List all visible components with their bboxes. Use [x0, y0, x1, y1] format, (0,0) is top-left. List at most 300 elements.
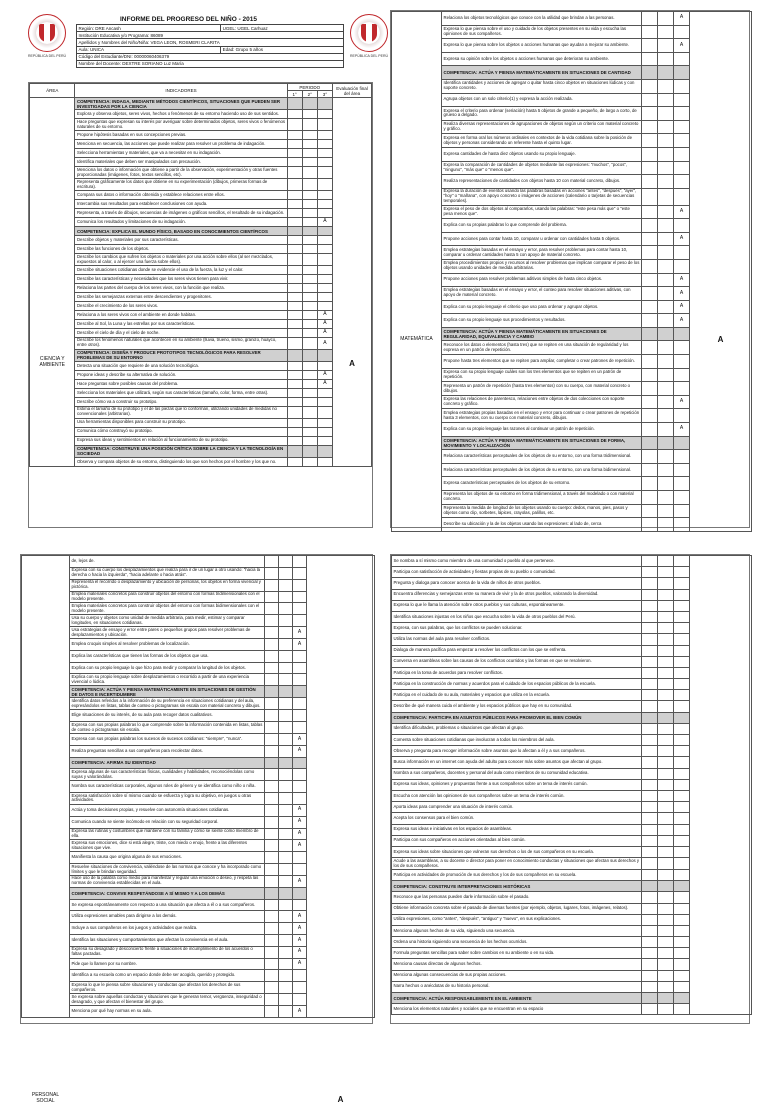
period-v1-value	[642, 556, 658, 567]
period-v1-value	[642, 409, 658, 423]
period-v2-value	[279, 899, 293, 911]
student-code-field: Código del Estudiante/DNI: 00000060406379	[77, 53, 344, 60]
period-cell	[265, 686, 279, 698]
indicator-text: Hace preguntas que expresan su interés por averiguar sobre determinados objetos, seres vivos o fenómenos naturales de su entorno.	[75, 119, 287, 131]
indicator-text: Participa en la toma de acuerdos para resolver conflictos.	[392, 667, 642, 678]
indicator-text: Expresa el criterio para ordenar (seriación) hasta 5 objetos de grande a pequeño, de largo a corto, de grueso a delgado.	[442, 107, 642, 121]
period-cell	[317, 227, 332, 236]
period-v2-value	[302, 406, 317, 418]
competency-title: COMPETENCIA: DISEÑA Y PRODUCE PROTOTIPOS TECNOLÓGICOS PARA RESOLVER PROBLEMAS DE SU ENTORNO	[75, 349, 287, 361]
period-v2-value	[658, 667, 674, 678]
indicator-text: Explica con su propio lenguaje lo que hizo para medir y comparar la longitud de los objetos.	[70, 662, 265, 674]
period-v3-value	[674, 903, 690, 914]
period-v1-value	[642, 355, 658, 369]
period-v1-value	[642, 12, 658, 26]
period-v1-value	[265, 710, 279, 722]
period-cell	[674, 66, 690, 80]
competency-title: COMPETENCIA: ACTÚA RESPONSABLEMENTE EN EL AMBIENTE	[392, 993, 642, 1004]
indicator-text: Dialoga de manera pacífica para empezar a resolver los conflictos con los que se enfrenta.	[392, 645, 642, 656]
period-v3-value	[317, 301, 332, 310]
period-v1-value	[642, 567, 658, 578]
indicator-text: Participa en el cuidado de su aula, materiales y espacios que utiliza en la escuela.	[392, 690, 642, 701]
period-v2-value	[279, 970, 293, 982]
period-v3-value	[674, 679, 690, 690]
indicator-text: Describe al Sol, la Luna y las estrellas por sus características.	[75, 319, 287, 328]
period-v1-value	[287, 310, 302, 319]
period-v3-value: A	[674, 395, 690, 409]
period-v2-value	[279, 710, 293, 722]
indicator-text: Expresa sus ideas e iniciativas en los espacios de asambleas.	[392, 824, 642, 835]
period-v2-value	[658, 869, 674, 880]
period-v1-value	[287, 254, 302, 266]
period-v3-value	[674, 504, 690, 518]
period-v2-value	[279, 650, 293, 662]
period-v1-value	[642, 134, 658, 148]
period-v2-value	[279, 556, 293, 568]
period-v1-value	[287, 274, 302, 283]
period-v3-value	[317, 361, 332, 370]
period-v3-value	[674, 175, 690, 189]
period-v1-value	[287, 457, 302, 466]
period-v1-value	[265, 662, 279, 674]
period-v3-value: A	[674, 12, 690, 26]
indicator-text: Participa con sus compañeros en acciones orientadas al bien común.	[392, 835, 642, 846]
period-v1-value	[265, 816, 279, 828]
period-v3-value	[674, 645, 690, 656]
indicator-row	[30, 158, 372, 167]
indicator-text: Emplea materiales concretos para construir objetos del entorno con formas tridimensionales con el modelo presente.	[70, 591, 265, 603]
indicator-row	[392, 556, 752, 567]
period-v2-value	[658, 161, 674, 175]
period-v1-value	[642, 813, 658, 824]
period-v2-value	[658, 656, 674, 667]
period-v2-value	[658, 757, 674, 768]
period-v2-value	[658, 925, 674, 936]
period-v1-value	[642, 623, 658, 634]
period-v2-value	[658, 107, 674, 121]
period-v1-value	[642, 107, 658, 121]
period-v2-value	[658, 205, 674, 219]
period-v1-value	[265, 958, 279, 970]
period-v3-value	[674, 450, 690, 464]
period-v3-value	[293, 722, 307, 734]
period-v1-value	[265, 840, 279, 852]
period-v3-value	[674, 409, 690, 423]
period-v2-value	[279, 852, 293, 864]
period-v1-value	[287, 436, 302, 445]
period-v3-value	[293, 899, 307, 911]
period-v1-value	[642, 491, 658, 505]
indicator-row	[22, 556, 375, 568]
period-v1-value	[265, 591, 279, 603]
period-v3-value	[674, 869, 690, 880]
period-v1-value	[287, 265, 302, 274]
indicator-text: Formula preguntas sencillas para saber sobre cambios en su ambiente o en su vida.	[392, 948, 642, 959]
period-v1-value	[642, 679, 658, 690]
period-v2-value	[658, 858, 674, 870]
indicator-text: Explica con su propio lenguaje sobre desplazamientos o recorrido a partir de una experiencia vivencial o lúdica.	[70, 674, 265, 686]
period-v1-value	[287, 328, 302, 337]
indicator-text: Utiliza expresiones, como "antes", "después", "antiguo" y "nuevo", en sus explicaciones.	[392, 914, 642, 925]
period-v2-value	[302, 379, 317, 388]
period-v2-value	[658, 556, 674, 567]
period-p3-header: 3°	[317, 91, 332, 98]
period-v2-value	[302, 427, 317, 436]
period-v3-value	[293, 698, 307, 710]
period-v2-value	[279, 864, 293, 876]
period-v1-value	[287, 110, 302, 119]
period-v1-value	[287, 200, 302, 209]
period-v2-value	[658, 790, 674, 801]
indicator-text: Menciona algunos hechos de su vida, siguiendo una secuencia.	[392, 925, 642, 936]
table-header-row	[30, 84, 372, 91]
period-cell	[293, 757, 307, 769]
period-v2-value	[279, 816, 293, 828]
period-v1-value	[265, 769, 279, 781]
period-v1-value	[642, 937, 658, 948]
period-v3-value	[317, 418, 332, 427]
period-cell	[287, 349, 302, 361]
period-v2-value	[658, 600, 674, 611]
indicator-text: Describe el cielo de día y el cielo de noche.	[75, 328, 287, 337]
period-v2-value	[302, 179, 317, 191]
period-v1-value	[642, 735, 658, 746]
period-v1-value	[642, 423, 658, 437]
period-v1-value	[287, 397, 302, 406]
indicator-text: Expresa lo que piensa sobre el uso y cuidado de los objetos presentes en su vida y escucha las opiniones de sus compañeros.	[442, 25, 642, 39]
period-v2-value	[658, 937, 674, 948]
indicator-text: Comunica cómo construyó su prototipo.	[75, 427, 287, 436]
indicator-text: Expresa la comparación de cantidades de objetos mediante las expresiones: "muchos", "pocos", "ninguno", "más que" o "menos que".	[442, 161, 642, 175]
indicator-text: Propone acciones para contar hasta 10, comparar u ordenar con cantidades hasta 5 objetos.	[442, 232, 642, 246]
area-label-cell	[22, 556, 70, 1105]
indicator-row	[30, 328, 372, 337]
period-cell	[302, 349, 317, 361]
indicator-text: Detecta una situación que requiere de una solución tecnológica.	[75, 361, 287, 370]
period-v2-value	[302, 337, 317, 349]
period-v2-value	[658, 611, 674, 622]
final-evaluation-cell	[690, 12, 752, 532]
period-v2-value	[302, 310, 317, 319]
period-v1-value	[642, 903, 658, 914]
period-v2-value	[302, 218, 317, 227]
period-v2-value	[279, 994, 293, 1006]
indicator-text: Representa el recorrido o desplazamiento y ubicación de personas, los objetos en forma vivencial y pictórica.	[70, 579, 265, 591]
indicator-text: Conversa en asambleas sobre las causas de los conflictos ocurridos y las formas en que se resolvieron.	[392, 656, 642, 667]
period-v1-value	[642, 656, 658, 667]
period-v3-value	[674, 948, 690, 959]
peru-coat-of-arms-icon	[350, 14, 388, 52]
indicator-text: Explica con su propio lenguaje sus procedimientos y resultados.	[442, 314, 642, 328]
period-v3-value	[674, 600, 690, 611]
period-v2-value	[658, 723, 674, 734]
indicator-text: Menciona causas directas de algunos hechos.	[392, 959, 642, 970]
period-v1-value	[642, 39, 658, 53]
indicator-text: Propone hipótesis basadas en sus concepciones previas.	[75, 131, 287, 140]
indicator-text: Acepta los consensos para el bien común.	[392, 813, 642, 824]
final-grade: A	[337, 1094, 344, 1104]
indicator-text: Expresa sus ideas, opiniones y propuestas frente a sus compañeros sobre un tema de interés común.	[392, 779, 642, 790]
period-v2-value	[302, 254, 317, 266]
period-v1-value	[287, 388, 302, 397]
indicator-text: Utiliza las normas del aula para resolver conflictos.	[392, 634, 642, 645]
period-v3-value: A	[317, 379, 332, 388]
competency-title: COMPETENCIA: CONVIVE RESPETÁNDOSE A SÍ MISMO Y A LOS DEMÁS	[70, 887, 265, 899]
indicator-text: Relaciona características perceptuales de los objetos de su entorno, con una forma bidimensional.	[442, 463, 642, 477]
period-v3-value	[674, 959, 690, 970]
competency-title: COMPETENCIA: ACTÚA Y PIENSA MATEMÁTICAMENTE EN SITUACIONES DE GESTIÓN DE DATOS E INCERTIDUMBRE	[70, 686, 265, 698]
period-v2-value	[658, 981, 674, 992]
period-v1-value	[265, 639, 279, 651]
period-cell	[658, 327, 674, 341]
indicator-text: Usa su cuerpo y objetos como unidad de medida arbitraria, para medir, estimar y comparar longitudes, en situaciones cotidianas.	[70, 615, 265, 627]
final-grade: A	[717, 334, 724, 344]
period-v2-value	[279, 946, 293, 958]
indicator-text: Agrupa objetos con un solo criterio(1) y expresa la acción realizada.	[442, 93, 642, 107]
period-v3-value: A	[317, 310, 332, 319]
indicator-text: Selecciona los materiales que utilizará, según sus características (tamaño, color, forma, entre otras).	[75, 388, 287, 397]
period-v1-value	[265, 579, 279, 591]
period-v2-value	[658, 491, 674, 505]
period-v1-value	[642, 246, 658, 260]
period-v1-value	[642, 161, 658, 175]
indicator-text: Expresa su desagrado y desconcierto frente a situaciones de incumplimiento de los acuerdos o faltas pactadas.	[70, 946, 265, 958]
indicator-text: Compara sus datos o información obtenida y establece relaciones entre ellos.	[75, 191, 287, 200]
period-v1-value	[265, 781, 279, 793]
indicator-text: Se nombra a sí mismo como miembro de una comunidad o pueblo al que pertenece.	[392, 556, 642, 567]
period-v1-value	[265, 911, 279, 923]
period-v2-value	[658, 175, 674, 189]
period-v2-value	[658, 578, 674, 589]
indicator-text: Hace uso de la palabra como medio para manifestar y regular una emoción o deseo, y respeta las normas de convivencia establecidas en el aula.	[70, 875, 265, 887]
period-v3-value	[674, 556, 690, 567]
period-v1-value	[287, 191, 302, 200]
period-v2-value	[658, 382, 674, 396]
indicator-text: Selecciona herramientas y materiales, que va a necesitar en su indagación.	[75, 149, 287, 158]
period-v3-value	[674, 981, 690, 992]
indicator-table	[29, 83, 372, 467]
period-v2-value	[658, 188, 674, 205]
period-v2-value	[658, 259, 674, 273]
period-cell	[317, 349, 332, 361]
period-v2-value	[302, 328, 317, 337]
period-v3-value	[317, 236, 332, 245]
period-v2-value	[658, 518, 674, 532]
period-v3-value	[674, 567, 690, 578]
period-v2-value	[658, 300, 674, 314]
period-v3-value	[674, 120, 690, 134]
period-v2-value	[658, 813, 674, 824]
competency-title: COMPETENCIA: INDAGA, MEDIANTE MÉTODOS CIENTÍFICOS, SITUACIONES QUE PUEDEN SER INVESTIGADAS POR LA CIENCIA	[75, 98, 287, 110]
period-cell	[302, 445, 317, 457]
period-v1-value	[265, 556, 279, 568]
period-v2-value	[658, 903, 674, 914]
indicator-text: Identifica datos referidos a la información de su preferencia en situaciones cotidianas y del aula, expresándolos en listas, tablas de conteo o pictogramas sin escala con material concreto y dibujos.	[70, 698, 265, 710]
indicator-text: Explica las características que tienen las formas de los objetos que usa.	[70, 650, 265, 662]
period-v3-value	[674, 768, 690, 779]
period-v2-value	[658, 779, 674, 790]
indicator-row	[30, 406, 372, 418]
indicator-text: Propone ideas y describe su alternativa de solución.	[75, 370, 287, 379]
indicator-text: Expresa satisfacción sobre sí mismo cuando se esfuerza y logra su objetivo, en juegos u otras actividades.	[70, 793, 265, 805]
period-v3-value	[674, 161, 690, 175]
period-v2-value	[658, 959, 674, 970]
period-v1-value	[287, 427, 302, 436]
indicator-text: Expresa con su cuerpo los desplazamientos que realiza para ir de un lugar a otro usando: "hacia la derecha o hacia la izquierda", "hacia adelante o hacia atrás".	[70, 567, 265, 579]
period-cell	[674, 436, 690, 450]
period-v2-value	[658, 232, 674, 246]
period-v2-value	[658, 246, 674, 260]
indicator-row	[30, 236, 372, 245]
period-v3-value	[293, 650, 307, 662]
indicator-text: Explica con su propias palabras lo que comprende del problema.	[442, 219, 642, 233]
period-v2-value	[302, 436, 317, 445]
period-v2-value	[658, 355, 674, 369]
period-v3-value	[674, 835, 690, 846]
period-v2-value	[658, 134, 674, 148]
competency-title: COMPETENCIA: ACTÚA Y PIENSA MATEMÁTICAMENTE EN SITUACIONES DE FORMA, MOVIMIENTO Y LOCALIZACIÓN	[442, 436, 642, 450]
indicator-text: Participa en la construcción de normas y acuerdos para el cuidado de los espacios públicos de la escuela.	[392, 679, 642, 690]
indicator-text: Describe su ubicación y la de los objetos usando las expresiones: al lado de, cerca	[442, 518, 642, 532]
period-v3-value	[674, 723, 690, 734]
period-v2-value	[302, 200, 317, 209]
indicator-text: Expresa cantidades de hasta diez objetos usando su propio lenguaje.	[442, 147, 642, 161]
period-v2-value	[302, 191, 317, 200]
period-v1-value	[642, 341, 658, 355]
period-v1-value	[265, 852, 279, 864]
period-v3-value	[674, 846, 690, 857]
period-v3-value	[674, 623, 690, 634]
period-cell	[279, 686, 293, 698]
period-v3-value	[317, 292, 332, 301]
period-v1-value	[642, 232, 658, 246]
indicator-text: Relaciona a los seres vivos con el ambiente en donde habitan.	[75, 310, 287, 319]
period-v3-value	[674, 79, 690, 93]
indicator-table	[391, 11, 752, 532]
period-v1-value	[642, 824, 658, 835]
period-v3-value	[674, 368, 690, 382]
indicator-text: Menciona en secuencia, las acciones que puede realizar para resolver un problema de indagación.	[75, 140, 287, 149]
period-v3-value	[674, 757, 690, 768]
period-cell	[302, 98, 317, 110]
period-v2-value	[658, 802, 674, 813]
period-cell	[642, 66, 658, 80]
period-v1-value	[265, 567, 279, 579]
indicator-row	[30, 167, 372, 179]
period-v2-value	[279, 793, 293, 805]
period-v1-value	[642, 273, 658, 287]
period-v3-value	[674, 813, 690, 824]
indicator-text: Expresa en forma oral los números ordinales en contextos de la vida cotidiana sobre la posición de objetos y personas considerando un referente hasta el quinto lugar.	[442, 134, 642, 148]
period-v2-value	[658, 423, 674, 437]
period-v3-value: A	[293, 639, 307, 651]
period-v3-value	[674, 578, 690, 589]
institution-field: Institución Educativa y/o Programa: 86089	[77, 32, 344, 39]
period-v3-value	[293, 567, 307, 579]
period-v2-value	[658, 1004, 674, 1015]
period-v2-value	[658, 846, 674, 857]
final-evaluation-cell	[333, 98, 372, 467]
period-v3-value	[317, 274, 332, 283]
period-v3-value	[674, 1004, 690, 1015]
indicator-row	[30, 131, 372, 140]
period-v2-value	[658, 746, 674, 757]
period-v1-value	[642, 667, 658, 678]
period-cell	[293, 686, 307, 698]
competency-title: COMPETENCIA: PARTICIPA EN ASUNTOS PÚBLICOS PARA PROMOVER EL BIEN COMÚN	[392, 712, 642, 723]
period-v1-value	[287, 361, 302, 370]
period-v1-value	[642, 768, 658, 779]
period-v2-value	[302, 319, 317, 328]
period-v1-value	[642, 120, 658, 134]
indicator-text: Busca información en un internet con ayuda del adulto para conocer más sobre asuntos que afectan al grupo.	[392, 757, 642, 768]
period-v2-value	[658, 623, 674, 634]
indicator-text: Expresa sus ideas sobre situaciones que vulneran sus derechos o los de sus compañeros en su escuela.	[392, 846, 642, 857]
period-v2-value	[302, 418, 317, 427]
period-v3-value	[674, 589, 690, 600]
period-v3-value: A	[293, 923, 307, 935]
indicator-row	[30, 265, 372, 274]
period-v1-value	[642, 835, 658, 846]
period-v1-value	[642, 634, 658, 645]
period-v2-value	[279, 567, 293, 579]
period-v3-value: A	[674, 273, 690, 287]
indicator-text: Emplea estrategias basadas en el ensayo y error, para resolver problemas para contar hasta 10, comparar u ordenar cantidades hasta 5 con apoyo de material concreto.	[442, 246, 642, 260]
indicator-text: Menciona por qué hay normas en su aula.	[70, 1006, 265, 1018]
period-v1-value	[265, 899, 279, 911]
period-v3-value	[674, 802, 690, 813]
section-field: Aula: UNICA	[77, 46, 221, 53]
period-p2-header: 2°	[302, 91, 317, 98]
indicator-text: Expresa con sus propias palabras lo que comprende sobre la información contenida en listas, tablas de conteo o pictogramas sin escala.	[70, 722, 265, 734]
period-v2-value	[302, 167, 317, 179]
period-v3-value: A	[293, 733, 307, 745]
period-v3-value	[317, 200, 332, 209]
period-cell	[287, 98, 302, 110]
period-v2-value	[658, 25, 674, 39]
period-v3-value	[674, 925, 690, 936]
period-v2-value	[302, 361, 317, 370]
period-v3-value: A	[293, 875, 307, 887]
period-v2-value	[279, 1006, 293, 1018]
indicator-text: Relaciona características perceptuales de los objetos de su entorno, con una forma tridimensional.	[442, 450, 642, 464]
indicator-row	[392, 12, 752, 26]
period-v1-value	[642, 948, 658, 959]
period-v2-value	[658, 824, 674, 835]
period-v3-value	[317, 158, 332, 167]
period-v2-value	[658, 79, 674, 93]
period-v3-value	[674, 107, 690, 121]
period-v2-value	[279, 781, 293, 793]
period-v3-value: A	[293, 935, 307, 947]
indicator-text: Relaciona los objetos tecnológicos que conoce con la utilidad que brindan a las personas.	[442, 12, 642, 26]
period-v1-value	[287, 406, 302, 418]
indicator-row	[30, 436, 372, 445]
indicator-text: Propone hasta tres elementos que se repiten para ampliar, completar o crear patrones de repetición.	[442, 355, 642, 369]
indicator-text: Escucha con atención las opiniones de sus compañeros sobre un tema de interés común.	[392, 790, 642, 801]
indicator-text: Narra hechos o anécdotas de su historia personal.	[392, 981, 642, 992]
indicator-row	[30, 254, 372, 266]
competency-title: COMPETENCIA: EXPLICA EL MUNDO FÍSICO, BASADO EN CONOCIMIENTOS CIENTÍFICOS	[75, 227, 287, 236]
period-v2-value	[658, 567, 674, 578]
period-v3-value	[293, 591, 307, 603]
indicator-text: Describe cómo va a construir su prototipo.	[75, 397, 287, 406]
period-cell	[642, 993, 658, 1004]
indicator-text: Menciona algunas consecuencias de sus propias acciones.	[392, 970, 642, 981]
indicator-text: Usa estrategias de ensayo y error entre pares o pequeños grupos para resolver problemas de desplazamientos y ubicación.	[70, 627, 265, 639]
period-v1-value	[642, 846, 658, 857]
indicator-row	[30, 337, 372, 349]
